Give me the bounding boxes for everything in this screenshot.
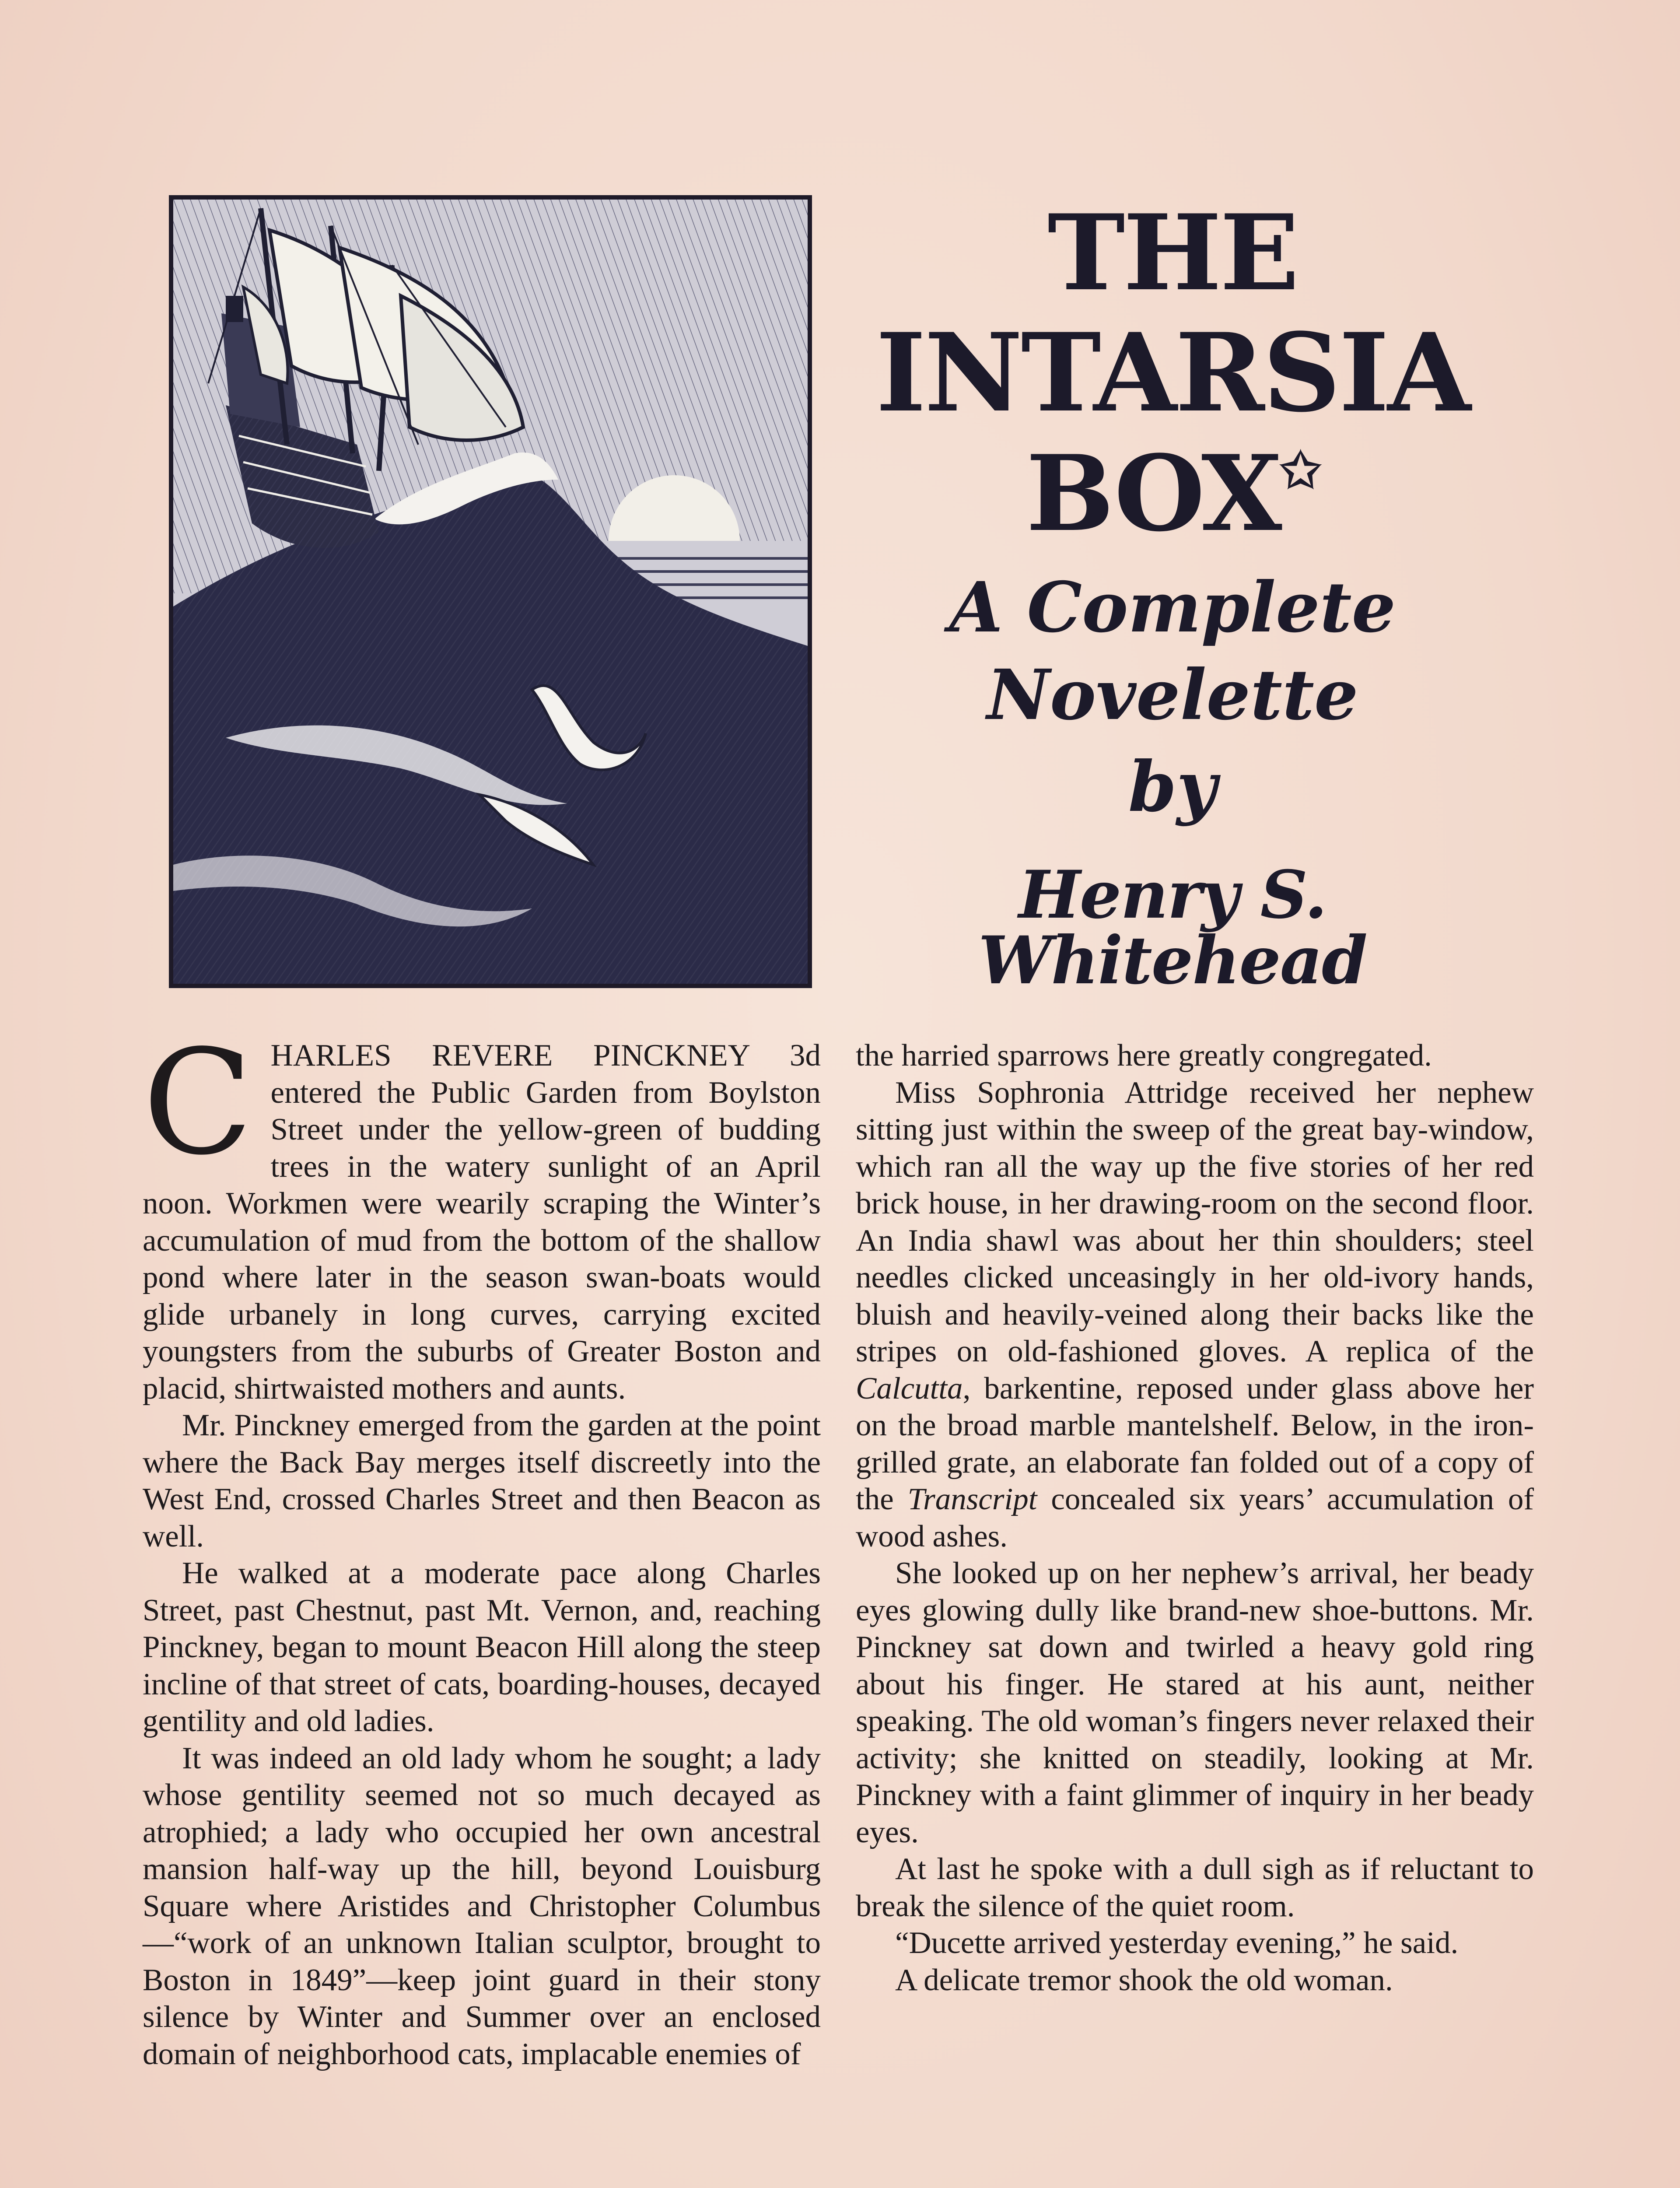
paragraph: Mr. Pinckney emerged from the garden at the point where the Back Bay merges itself discreetly into the West End, crossed Charles Street and then Beacon as well.: [143, 1408, 821, 1553]
story-title-line-2: INTARSIA: [875, 310, 1470, 436]
author-name: Henry S. Whitehead: [978, 856, 1367, 999]
ship-icon: [173, 200, 808, 984]
paragraph: [856, 1074, 1534, 1555]
paragraph: “Ducette arrived yesterday evening,” he said.: [895, 1926, 1459, 1960]
story-title-line-1: THE: [1047, 192, 1298, 314]
paragraph: At last he spoke with a dull sigh as if reluctant to break the silence of the quiet room.: [856, 1852, 1534, 1923]
paragraph-text: , barkentine, reposed under glass above her on the broad marble mantelshelf. Below, in the iron-grilled grate, an elaborate fan folded out of a copy of the: [856, 1371, 1534, 1516]
paragraph-text: HARLES REVERE PINCKNEY 3d entered the Public Garden from Boylston Street under the yellow-green of budding trees in the watery sunlight of an April noon. Workmen were wearily scraping the Winter’s accumulation of mud from the bottom of the shallow pond where later in the season swan-boats would glide urbanely in long curves, carrying excited youngsters from the suburbs of Greater Boston and placid, shirtwaisted mothers and aunts.: [143, 1038, 821, 1406]
paragraph-text: concealed six years’ accumulation of wood ashes.: [856, 1482, 1534, 1553]
ship-name-calcutta: Calcutta: [856, 1371, 963, 1406]
paragraph-text: Miss Sophronia Attridge received her nephew sitting just within the sweep of the great bay-window, which ran all the way up the five stories of her red brick house, in her drawing-room on the second floor. An India shawl was about her thin shoulders; steel needles clicked unceasingly in her old-ivory hands, bluish and heavily-veined along their backs like the stripes on old-fashioned gloves. A replica of the: [856, 1075, 1534, 1368]
text-column-left: [143, 1019, 821, 2072]
paragraph: She looked up on her nephew’s arrival, her beady eyes glowing dully like brand-new shoe-buttons. Mr. Pinckney sat down and twirled a heavy gold ring about his finger. He stared at his aunt, neither speaking. The old woman’s fingers never relaxed their activity; she knitted on steadily, looking at Mr. Pinckney with a faint glimmer of inquiry in her beady eyes.: [856, 1556, 1534, 1849]
paragraph: the harried sparrows here greatly congregated.: [856, 1038, 1432, 1073]
paragraph: [143, 1019, 821, 1407]
story-title-line-3: [831, 433, 1514, 555]
subtitle-line-2: Novelette: [987, 655, 1358, 736]
paragraph: It was indeed an old lady whom he sought; a lady whose gentility seemed not so much decayed as atrophied; a lady who occupied her own ancestral mansion half-way up the hill, beyond Louisburg Square where Aristides and Christopher Columbus—“work of an unknown Italian sculptor, brought to Boston in 1849”—keep joint guard in their stony silence by Winter and Summer over an enclosed domain of neighborhood cats, implacable enemies of: [143, 1741, 821, 2071]
byline-by: by: [1128, 747, 1217, 828]
paragraph: He walked at a moderate pace along Charles Street, past Chestnut, past Mt. Vernon, and, reaching Pinckney, began to mount Beacon Hill along the steep incline of that street of cats, boarding-houses, decayed gentility and old ladies.: [143, 1556, 821, 1738]
star-icon: ✩: [1280, 442, 1319, 498]
paragraph: A delicate tremor shook the old woman.: [895, 1963, 1393, 1997]
sailing-ship-illustration: [169, 195, 812, 988]
story-title-box: BOX: [1026, 433, 1281, 555]
title-block: [831, 188, 1514, 999]
text-column-right: [856, 1037, 1534, 1999]
subtitle-line-1: A Complete: [949, 567, 1396, 648]
newspaper-name-transcript: Transcript: [907, 1482, 1037, 1516]
drop-cap: C: [143, 1019, 253, 1187]
